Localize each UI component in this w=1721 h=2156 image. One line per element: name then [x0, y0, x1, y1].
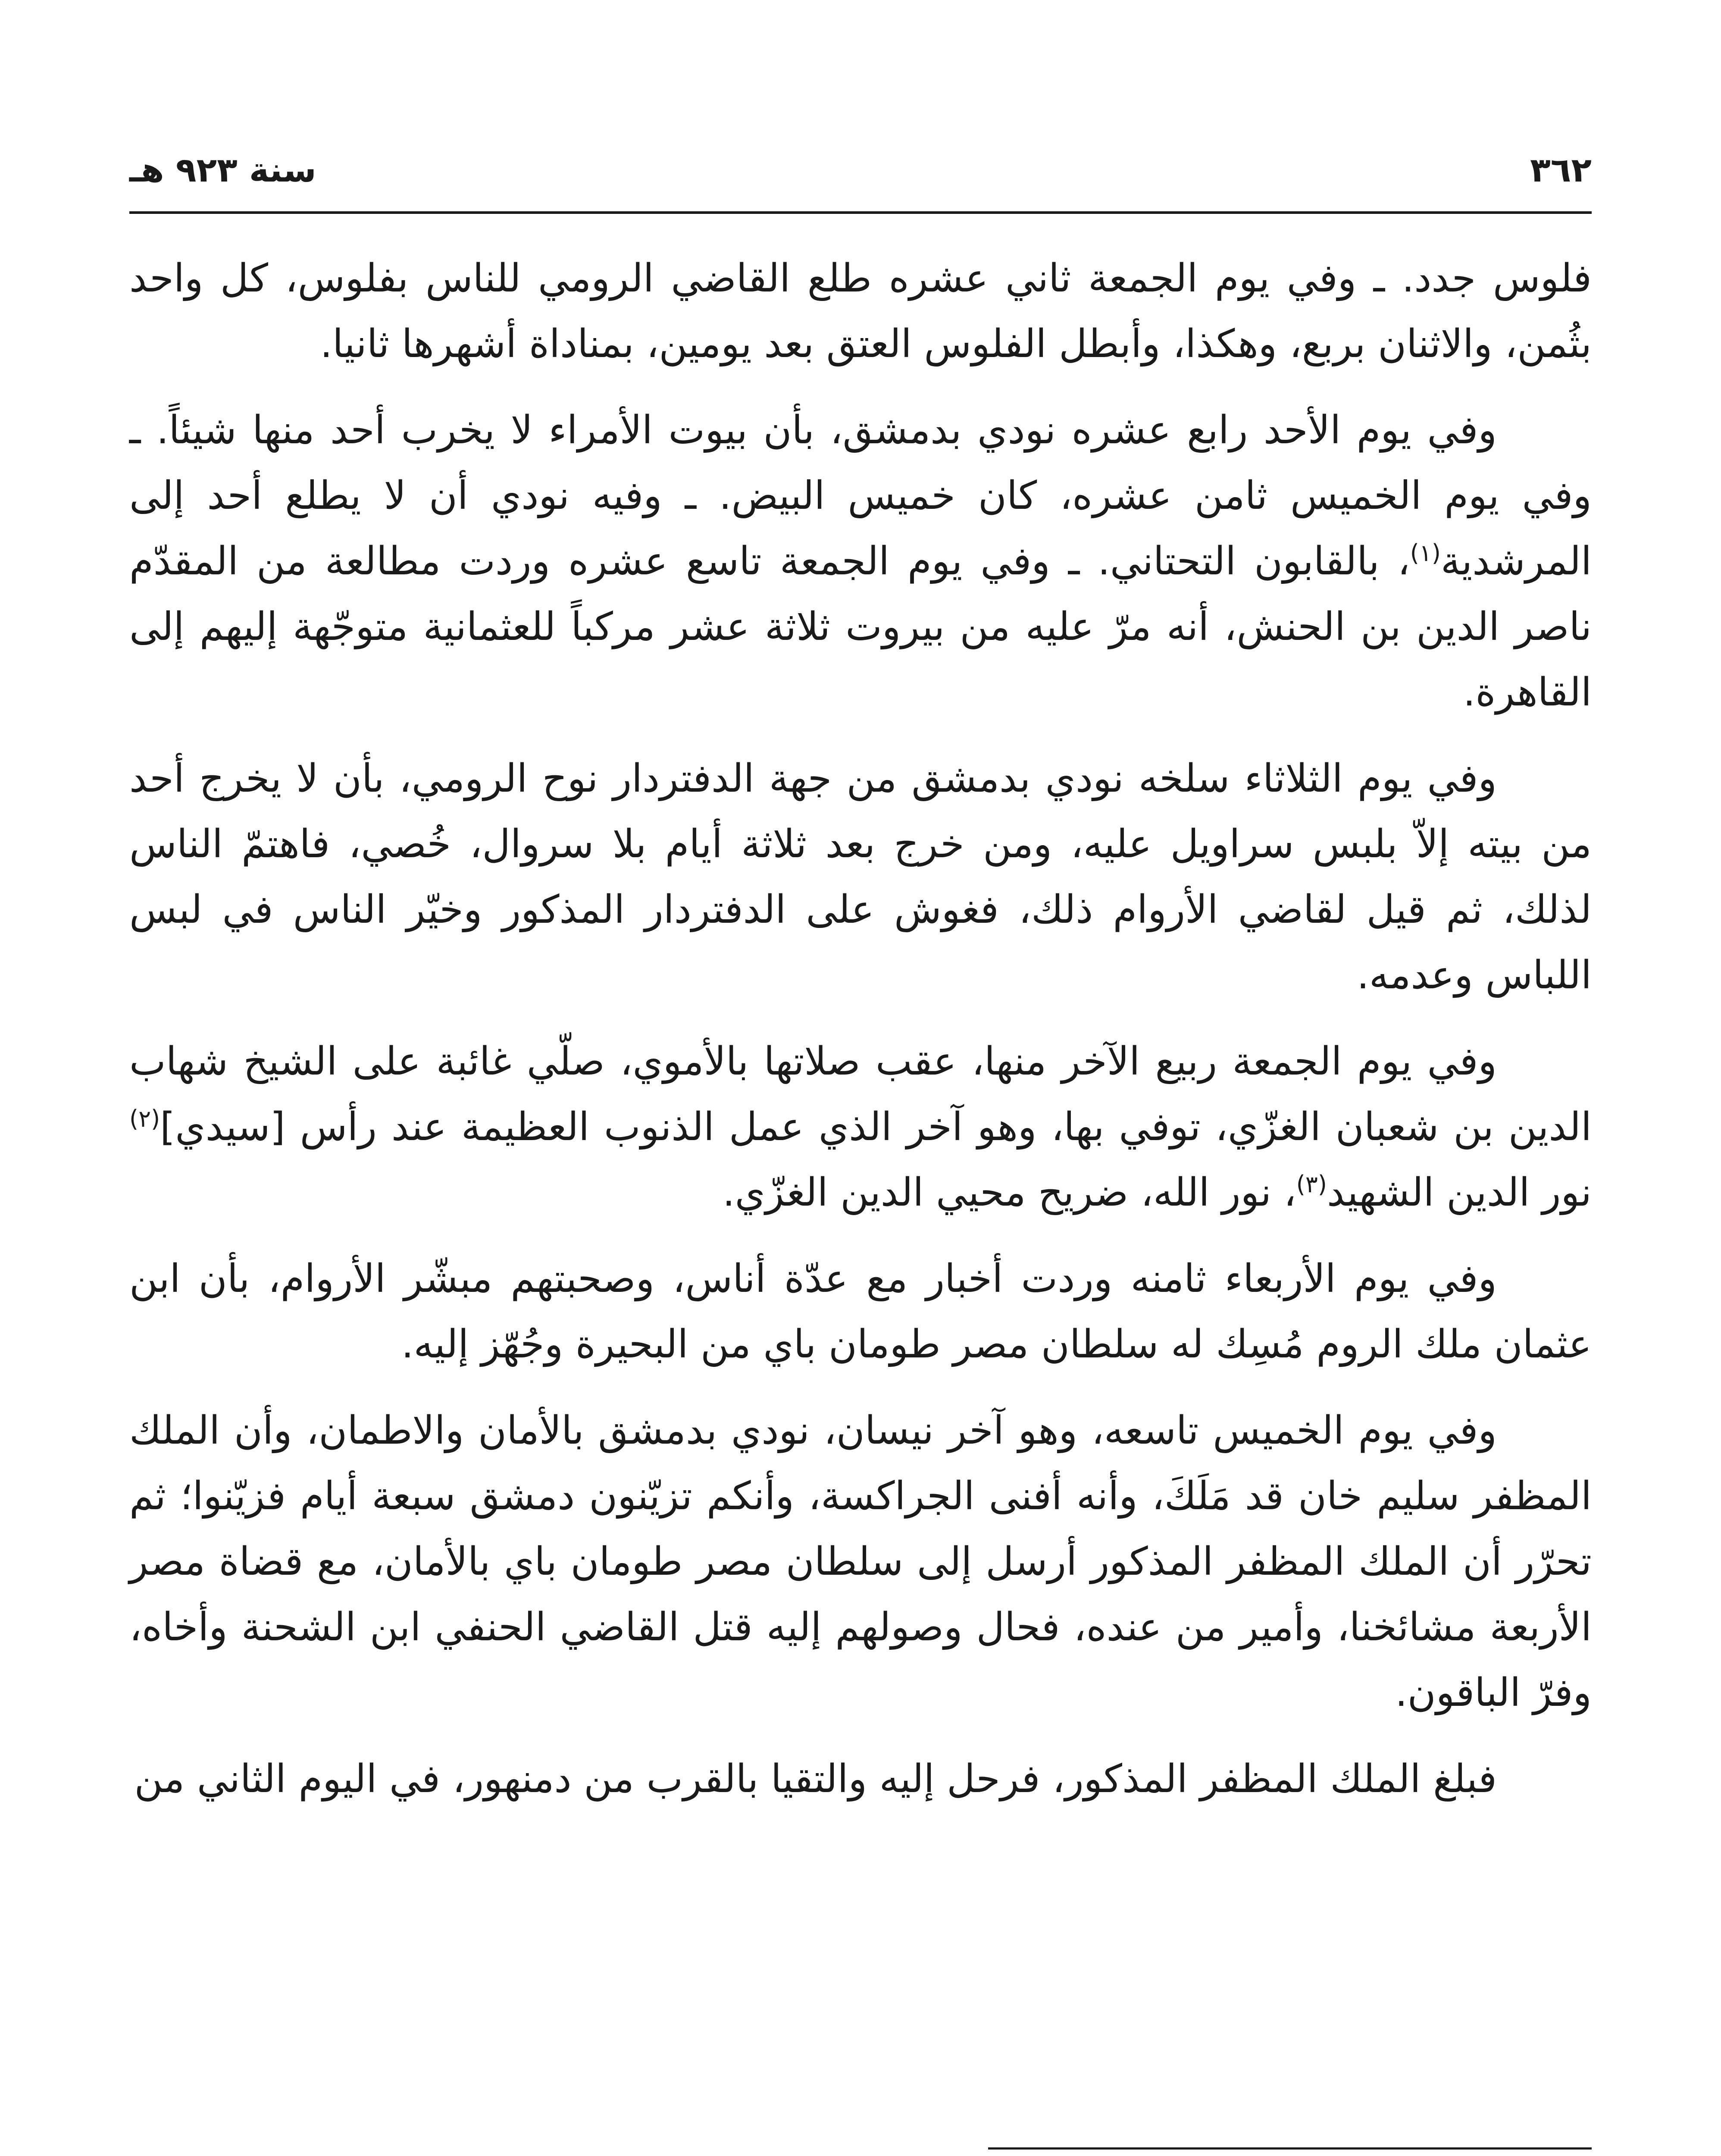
paragraph-5	[129, 1246, 1592, 1377]
footnote-rule	[988, 2147, 1592, 2150]
page-number: ٣٦٢	[1530, 151, 1592, 190]
paragraph-2-text-a: وفي يوم الأحد رابع عشره نودي بدمشق، بأن بيوت الأمراء لا يخرب أحد منها شيئاً. ـ وفي يوم الخميس ثامن عشره، كان خميس البيض. ـ وفيه نودي أن لا يطلع أحد إلى المرشدية	[129, 407, 1592, 584]
page-header	[129, 142, 1592, 198]
footnote-ref-3: (٣)	[1296, 1171, 1327, 1198]
paragraph-7	[129, 1746, 1592, 1812]
paragraph-2	[129, 398, 1592, 725]
main-text	[129, 246, 1592, 1833]
paragraph-4	[129, 1029, 1592, 1225]
paragraph-3-text: وفي يوم الثلاثاء سلخه نودي بدمشق من جهة الدفتردار نوح الرومي، بأن لا يخرج أحد من بيته إلاّ بلبس سراويل عليه، ومن خرج بعد ثلاثة أيام بلا سروال، خُصي، فاهتمّ الناس لذلك، ثم قيل لقاضي الأروام ذلك، فغوش على الدفتردار المذكور وخيّر الناس في لبس اللباس وعدمه.	[129, 756, 1592, 998]
paragraph-4-text-b: نور الدين الشهيد	[1327, 1170, 1592, 1215]
footnote-ref-1: (١)	[1410, 539, 1441, 567]
paragraph-4-text-c: ، نور الله، ضريح محيي الدين الغزّي.	[723, 1170, 1296, 1215]
paragraph-7-text: فبلغ الملك المظفر المذكور، فرحل إليه والتقيا بالقرب من دمنهور، في اليوم الثاني من	[134, 1756, 1497, 1802]
running-title: سنة ٩٢٣ هـ	[129, 151, 316, 190]
paragraph-6-text: وفي يوم الخميس تاسعه، وهو آخر نيسان، نودي بدمشق بالأمان والاطمان، وأن الملك المظفر سليم خان قد مَلَكَ، وأنه أفنى الجراكسة، وأنكم تزيّنون دمشق سبعة أيام فزيّنوا؛ ثم تحرّر أن الملك المظفر المذكور أرسل إلى سلطان مصر طومان باي بالأمان، مع قضاة مصر الأربعة مشائخنا، وأمير من عنده، فحال وصولهم إليه قتل القاضي الحنفي ابن الشحنة وأخاه، وفرّ الباقون.	[129, 1408, 1592, 1715]
paragraph-6	[129, 1398, 1592, 1726]
paragraph-1	[129, 246, 1592, 377]
paragraph-2-text-b: ، بالقابون التحتاني. ـ وفي يوم الجمعة تاسع عشره وردت مطالعة من المقدّم ناصر الدين بن الحنش، أنه مرّ عليه من بيروت ثلاثة عشر مركباً للعثمانية متوجّهة إليهم إلى القاهرة.	[129, 539, 1592, 715]
paragraph-5-text: وفي يوم الأربعاء ثامنه وردت أخبار مع عدّة أناس، وصحبتهم مبشّر الأروام، بأن ابن عثمان ملك الروم مُسِك له سلطان مصر طومان باي من البحيرة وجُهّز إليه.	[129, 1256, 1592, 1367]
paragraph-4-text-a: وفي يوم الجمعة ربيع الآخر منها، عقب صلاتها بالأموي، صلّي غائبة على الشيخ شهاب الدين بن شعبان الغزّي، توفي بها، وهو آخر الذي عمل الذنوب العظيمة عند رأس [سيدي]	[129, 1039, 1592, 1150]
footnote-ref-2: (٢)	[129, 1105, 160, 1132]
paragraph-3	[129, 746, 1592, 1008]
paragraph-1-text: فلوس جدد. ـ وفي يوم الجمعة ثاني عشره طلع القاضي الرومي للناس بفلوس، كل واحد بثُمن، والاثنان بربع، وهكذا، وأبطل الفلوس العتق بعد يومين، بمناداة أشهرها ثانيا.	[129, 256, 1592, 367]
header-rule	[129, 211, 1592, 214]
